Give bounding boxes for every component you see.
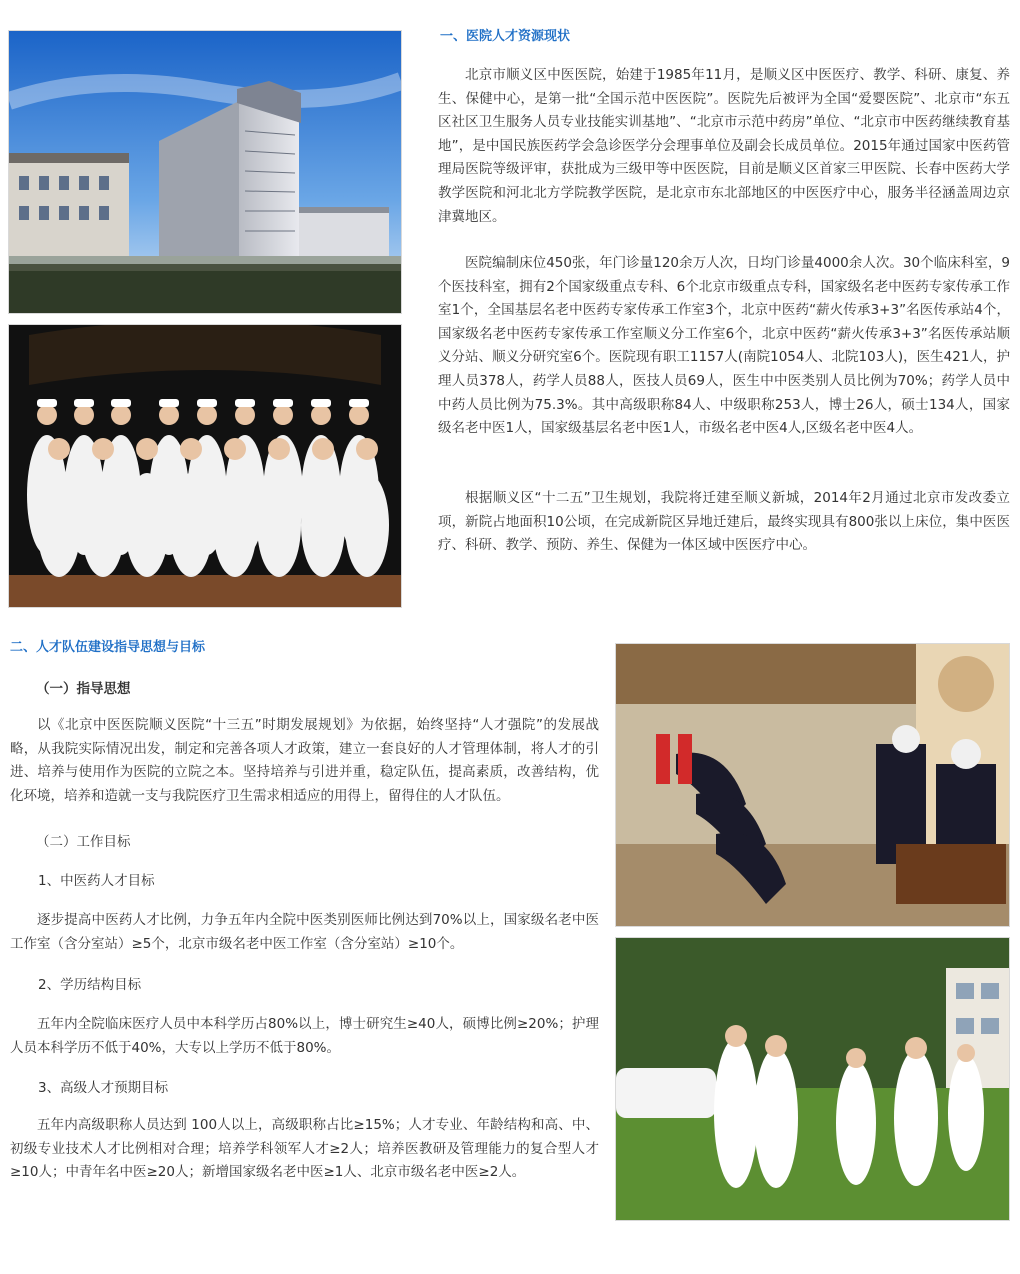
nurses-outdoor-photo bbox=[615, 937, 1010, 1221]
section1-heading: 一、医院人才资源现状 bbox=[440, 29, 571, 44]
hospital-building-photo bbox=[8, 30, 402, 314]
section2-heading: 二、人才队伍建设指导思想与目标 bbox=[10, 640, 206, 655]
apprenticeship-ceremony-photo bbox=[615, 643, 1010, 927]
guiding-ideology-subheading: （一）指导思想 bbox=[36, 681, 131, 697]
goal-3-text: 五年内高级职称人员达到 100人以上，高级职称占比≥15%；人才专业、年龄结构和高、中、初级专业技术人才比例相对合理；培养学科领军人才≥2人；培养医教研及管理能力的复合型人才≥10人；中青年名中医≥20人；新增国家级名老中医≥1人、北京市级名老中医≥2人。 bbox=[10, 1117, 599, 1181]
nurses-outdoor-illustration bbox=[616, 938, 1009, 1220]
medical-staff-group-photo bbox=[8, 324, 402, 608]
work-goals-subheading: （二）工作目标 bbox=[36, 834, 131, 850]
goal-2-text: 五年内全院临床医疗人员中本科学历占80%以上，博士研究生≥40人，硕博比例≥20%；护理人员本科学历不低于40%，大专以上学历不低于80%。 bbox=[10, 1016, 599, 1056]
ceremony-illustration bbox=[616, 644, 1009, 926]
guiding-ideology-paragraph: 以《北京中医医院顺义医院“十三五”时期发展规划》为依据，始终坚持“人才强院”的发展战略，从我院实际情况出发，制定和完善各项人才政策，建立一套良好的人才管理体制，将人才的引进、培养与使用作为医院的立院之本。坚持培养与引进并重，稳定队伍，提高素质，改善结构，优化环境，培养和造就一支与我院医疗卫生需求相适应的用得上，留得住的人才队伍。 bbox=[10, 717, 599, 804]
section1-paragraph-3: 根据顺义区“十二五”卫生规划，我院将迁建至顺义新城，2014年2月通过北京市发改委立项，新院占地面积10公顷，在完成新院区异地迁建后，最终实现具有800张以上床位，集中医医疗、科研、教学、预防、养生、保健为一体区域中医医疗中心。 bbox=[438, 490, 1010, 554]
section1-paragraph-1: 北京市顺义区中医医院，始建于1985年11月，是顺义区中医医疗、教学、科研、康复、养生、保健中心，是第一批“全国示范中医医院”。医院先后被评为全国“爱婴医院”、北京市“东五区社区卫生服务人员专业技能实训基地”、“北京市示范中药房”单位、“北京市中医药继续教育基地”，是中国民族医药学会急诊医学分会理事单位及副会长成员单位。2015年通过国家中医药管理局医院等级评审，获批成为三级甲等中医医院，目前是顺义区首家三甲医院、长春中医药大学教学医院和河北北方学院教学医院，是北京市东北部地区的中医医疗中心，服务半径涵盖周边京津冀地区。 bbox=[438, 67, 1010, 225]
staff-group-illustration bbox=[9, 325, 401, 607]
goal-1-text: 逐步提高中医药人才比例，力争五年内全院中医类别医师比例达到70%以上，国家级名老中医工作室（含分室站）≥5个，北京市级名老中医工作室（含分室站）≥10个。 bbox=[10, 912, 599, 952]
section1-paragraph-2: 医院编制床位450张，年门诊量120余万人次，日均门诊量4000余人次。30个临床科室，9个医技科室，拥有2个国家级重点专科、6个北京市级重点专科，国家级名老中医药专家传承工作室1个，全国基层名老中医药专家传承工作室3个，北京中医药“薪火传承3+3”名医传承站4个，国家级名老中医药专家传承工作室顺义分工作室6个，北京中医药“薪火传承3+3”名医传承站顺义分站、顺义分研究室6个。医院现有职工1157人(南院1054人、北院103人)，医生421人，护理人员378人，药学人员88人，医技人员69人，医生中中医类别人员比例为70%；药学人员中中药人员比例为75.3%。其中高级职称84人、中级职称253人，博士26人，硕士134人，国家级名老中医1人，国家级基层名老中医1人，市级名老中医4人,区级名老中医4人。 bbox=[438, 255, 1010, 437]
goal-2-title: 2、学历结构目标 bbox=[38, 977, 142, 993]
goal-1-title: 1、中医药人才目标 bbox=[38, 873, 155, 889]
hospital-building-illustration bbox=[9, 31, 401, 313]
goal-3-title: 3、高级人才预期目标 bbox=[38, 1080, 169, 1096]
